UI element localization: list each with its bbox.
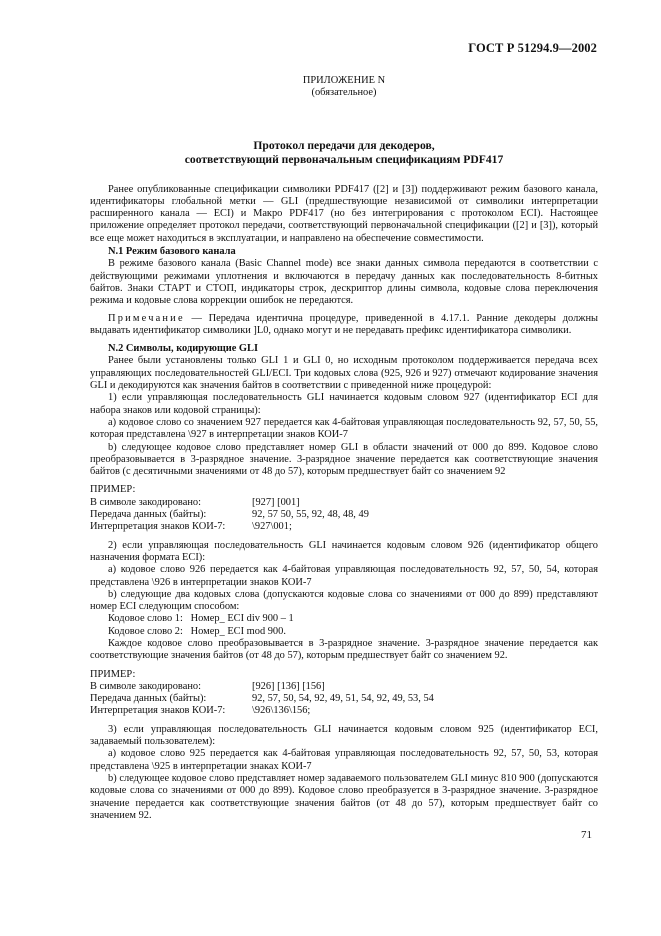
list-item-2c: Каждое кодовое слово преобразовывается в 3-разрядное значение. 3-разрядное значение передается как соответствующие значения байтов (от 48 до 57), которым предшествует байт со значением 92. [90, 637, 598, 662]
example-value: [926] [136] [156] [252, 680, 325, 692]
list-item-2b: b) следующие два кодовых слова (допускаются кодовые слова со значениями от 000 до 899) представляют номер ECI следующим способом: [90, 588, 598, 613]
section-heading-n2: N.2 Символы, кодирующие GLI [108, 343, 258, 355]
annex-title: ПРИЛОЖЕНИЕ N [302, 75, 386, 86]
example-row [90, 497, 369, 509]
example-value: \927\001; [252, 521, 292, 533]
document-title [90, 139, 598, 168]
title-line-1: Протокол передачи для декодеров, [253, 138, 435, 152]
example-key: В символе закодировано: [90, 680, 201, 692]
list-item-1b: b) следующее кодовое слово представляет номер GLI в области значений от 000 до 899. Кодовое слово преобразовывается в 3-разрядное значение. 3-разрядное значение передается как соответствующие значения байтов (с десятичными значениями от 48 до 57), которым предшествует байт со значением 92 [90, 441, 598, 478]
annex-status: (обязательное) [311, 87, 377, 99]
example-row [90, 693, 434, 705]
list-item-2: 2) если управляющая последовательность GLI начинается кодовым словом 926 (идентификатор общего назначения формата ECI): [90, 539, 598, 563]
example-key: В символе закодировано: [90, 496, 201, 508]
note-text: — Передача идентична процедуре, приведенной в 4.17.1. Ранние декодеры должны выдавать идентификатор символики ]L0, однако могут и не передавать префикс идентификатора символики. [90, 312, 598, 336]
codeword-2-formula: Кодовое слово 2: Номер_ ECI mod 900. [108, 625, 286, 637]
page-content [90, 75, 598, 822]
example-2-title: ПРИМЕР: [90, 668, 136, 680]
codeword-1-formula: Кодовое слово 1: Номер_ ECI div 900 – 1 [108, 613, 294, 625]
list-item-1: 1) если управляющая последовательность GLI начинается кодовым словом 927 (идентификатор ECI для набора знаков или кодовой страницы): [90, 392, 598, 416]
example-value: 92, 57, 50, 54, 92, 49, 51, 54, 92, 49, 53, 54 [252, 693, 434, 705]
example-value: 92, 57 50, 55, 92, 48, 48, 49 [252, 509, 369, 521]
title-line-2: соответствующий первоначальным спецификациям PDF417 [184, 153, 504, 167]
section-n2-paragraph: Ранее были установлены только GLI 1 и GLI 0, но исходным протоколом поддерживается передача всех управляющих последовательностей GLI/ECI. Три кодовых слова (925, 926 и 927) отмечают кодирование значения GLI и декодируются как значения байтов в соответствии с приведенной ниже процедурой: [90, 355, 598, 392]
page-number: 71 [581, 829, 592, 841]
example-1-title: ПРИМЕР: [90, 484, 136, 496]
list-item-3: 3) если управляющая последовательность GLI начинается кодовым словом 925 (идентификатор ECI, задаваемый пользователем): [90, 723, 598, 748]
example-row [90, 681, 434, 693]
intro-paragraph: Ранее опубликованные спецификации символики PDF417 ([2] и [3]) поддерживают режим базового канала, идентификаторы глобальной метки — GLI (предшествующие независимой от символики интерпретации расширенного канала — ECI) и Макро PDF417 (но без интегрирования с протоколом ECI). Настоящее приложение определяет протокол передачи, соответствующий первоначальной спецификации ([2] и [3]), который все еще может находиться в эксплуатации, и направлено на обеспечение совместимости. [90, 183, 598, 244]
standard-header: ГОСТ Р 51294.9—2002 [468, 41, 597, 55]
list-item-2a: a) кодовое слово 926 передается как 4-байтовая управляющая последовательность 92, 57, 50, 54, которая представлена \926 в интерпретации знаков КОИ-7 [90, 564, 598, 588]
example-1-table [90, 497, 369, 534]
section-heading-n1: N.1 Режим базового канала [108, 246, 236, 258]
example-row [90, 521, 369, 533]
example-row [90, 705, 434, 717]
note-paragraph [90, 313, 598, 338]
list-item-3b: b) следующее кодовое слово представляет номер задаваемого пользователем GLI минус 810 900 (допускаются кодовые слова со значениями от 000 до 899). Кодовое слово преобразуется в 3-разрядное значение. 3-разрядное значение передается как соответствующие значения байтов (от 48 до 57), которым предшествует байт со значением 92. [90, 772, 598, 821]
example-row [90, 509, 369, 521]
note-label: Примечание [108, 312, 185, 324]
example-2-table [90, 681, 434, 718]
example-key: Передача данных (байты): [90, 693, 207, 705]
example-key: Интерпретация знаков КОИ-7: [90, 705, 226, 717]
list-item-3a: a) кодовое слово 925 передается как 4-байтовая управляющая последовательность 92, 57, 50, 53, которая представлена \925 в интерпретации знаках КОИ-7 [90, 748, 598, 772]
example-value: \926\136\156; [252, 705, 311, 717]
example-key: Передача данных (байты): [90, 509, 207, 521]
example-value: [927] [001] [252, 496, 300, 508]
example-key: Интерпретация знаков КОИ-7: [90, 521, 226, 533]
section-n1-paragraph: В режиме базового канала (Basic Channel mode) все знаки данных символа передаются в соответствии с действующими режимами уплотнения и включаются в передачу данных как последовательность 8-битных байтов. Знаки СТАРТ и СТОП, индикаторы строк, дескриптор длины символа, кодовые слова переключения режима и кодовые слова коррекции ошибок не передаются. [90, 258, 598, 307]
list-item-1a: a) кодовое слово со значением 927 передается как 4-байтовая управляющая последовательность 92, 57, 50, 55, которая представлена \927 в интерпретации знаков КОИ-7 [90, 416, 598, 441]
